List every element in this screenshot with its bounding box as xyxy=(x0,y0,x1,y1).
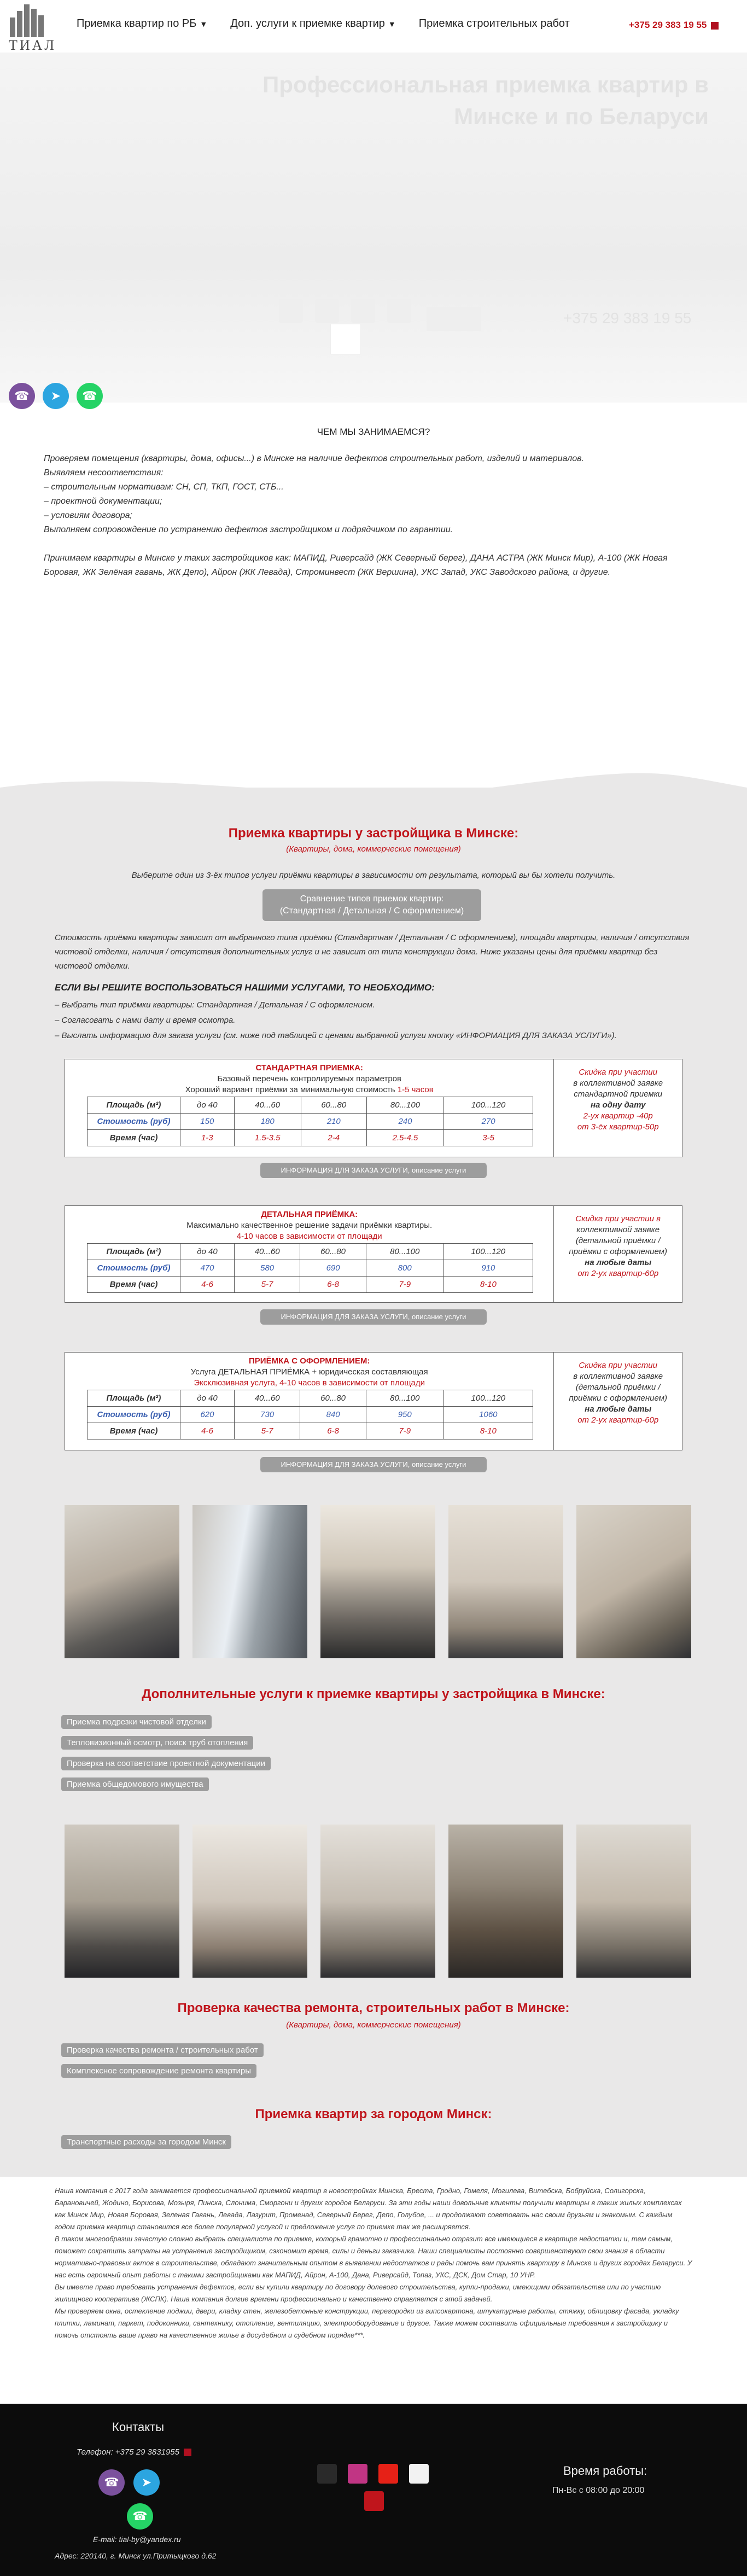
what-we-do-line: Проверяем помещения (квартиры, дома, офисы...) в Минске на наличие дефектов строительных работ, изделий и материалов. xyxy=(44,454,584,463)
area-cell: до 40 xyxy=(180,1097,235,1114)
photo-gallery xyxy=(65,1505,691,1658)
cost-cell: 690 xyxy=(300,1260,366,1277)
discount-line: на любые даты xyxy=(585,1404,652,1414)
header xyxy=(0,0,747,53)
photo-inspection[interactable] xyxy=(320,1505,435,1658)
discount-line: Скидка при участии xyxy=(579,1068,657,1077)
steps-heading: ЕСЛИ ВЫ РЕШИТЕ ВОСПОЛЬЗОВАТЬСЯ НАШИМИ УСЛУГАМИ, ТО НЕОБХОДИМО: xyxy=(55,982,435,993)
time-cell: 6-8 xyxy=(300,1277,366,1293)
price-table-hours: Эксклюзивная услуга, 4-10 часов в зависимости от площади xyxy=(194,1378,425,1388)
acceptance-subtitle: (Квартиры, дома, коммерческие помещения) xyxy=(286,844,461,854)
logo-mark xyxy=(7,4,61,37)
photo-inspection[interactable] xyxy=(576,1505,691,1658)
photo-inspection[interactable] xyxy=(65,1505,179,1658)
row-label: Стоимость (руб) xyxy=(87,1260,180,1277)
cost-cell: 150 xyxy=(180,1114,235,1130)
additional-title: Дополнительные услуги к приемке квартиры у застройщика в Минске: xyxy=(142,1687,605,1701)
footer-phone[interactable] xyxy=(77,2447,191,2457)
nav-label: Приемка квартир по РБ xyxy=(77,18,197,30)
google-icon[interactable] xyxy=(387,299,411,323)
time-cell: 6-8 xyxy=(300,1423,366,1439)
price-table-hours: 4-10 часов в зависимости от площади xyxy=(236,1232,382,1241)
telegram-icon[interactable]: ➤ xyxy=(43,383,69,409)
area-cell: 100...120 xyxy=(444,1097,533,1114)
nav-label: Приемка строительных работ xyxy=(418,18,570,30)
photo-inspection[interactable] xyxy=(448,1505,563,1658)
logo-text: ТИАЛ xyxy=(9,37,57,53)
what-we-do-line: – строительным нормативам: СН, СП, ТКП, ГОСТ, СТБ... xyxy=(44,482,284,492)
chevron-down-icon: ▼ xyxy=(388,19,396,28)
step-item: – Выбрать тип приёмки квартиры: Стандартная / Детальная / С оформлением. xyxy=(55,1000,375,1010)
price-table-desc: Хороший вариант приёмки за минимальную стоимость xyxy=(185,1085,395,1094)
quality-item[interactable]: Комплексное сопровождение ремонта квартиры xyxy=(61,2064,256,2078)
cost-cell: 1060 xyxy=(443,1407,533,1423)
area-cell: 60...80 xyxy=(300,1244,366,1260)
row-label: Площадь (м²) xyxy=(87,1244,180,1260)
discount-line: коллективной заявке xyxy=(576,1225,660,1234)
time-cell: 5-7 xyxy=(234,1423,300,1439)
main-nav xyxy=(77,18,570,30)
floating-messengers xyxy=(9,383,103,409)
time-cell: 8-10 xyxy=(443,1423,533,1439)
flag-icon xyxy=(711,22,719,30)
discount-line: в коллективной заявке xyxy=(573,1079,663,1088)
header-phone-text: +375 29 383 19 55 xyxy=(629,20,707,30)
discount-line: на одну дату xyxy=(590,1100,646,1110)
row-label: Площадь (м²) xyxy=(87,1390,180,1407)
discount-line: Скидка при участии xyxy=(579,1361,657,1370)
price-table-detailed xyxy=(65,1205,682,1303)
area-cell: 40...60 xyxy=(234,1390,300,1407)
footer-socials xyxy=(317,2464,429,2484)
what-we-do xyxy=(0,427,747,580)
hero-button[interactable] xyxy=(427,307,481,331)
acceptance-title: Приемка квартиры у застройщика в Минске: xyxy=(228,826,519,841)
discount-line: от 3-ёх квартир-50р xyxy=(577,1122,659,1132)
what-we-do-line: – проектной документации; xyxy=(44,497,162,506)
quality-item[interactable]: Проверка качества ремонта / строительных работ xyxy=(61,2043,264,2057)
discount-line: (детальной приёмки / xyxy=(575,1236,661,1245)
outside-item[interactable]: Транспортные расходы за городом Минск xyxy=(61,2135,231,2149)
discount-line: в коллективной заявке xyxy=(573,1372,663,1381)
area-cell: до 40 xyxy=(180,1390,235,1407)
row-label: Площадь (м²) xyxy=(87,1097,180,1114)
time-cell: 2-4 xyxy=(301,1130,366,1146)
cost-cell: 730 xyxy=(234,1407,300,1423)
area-cell: 40...60 xyxy=(234,1097,301,1114)
viber-icon[interactable]: ☎ xyxy=(98,2469,125,2496)
discount-line: (детальной приёмки / xyxy=(575,1383,661,1392)
price-table-main xyxy=(65,1206,554,1302)
discount-line: 2-ух квартир -40р xyxy=(583,1111,653,1121)
price-grid xyxy=(87,1390,533,1439)
steps-list xyxy=(55,998,617,1044)
price-table-legal xyxy=(65,1352,682,1450)
chevron-down-icon: ▼ xyxy=(200,19,208,28)
about-text xyxy=(55,2185,692,2341)
what-we-do-heading: ЧЕМ МЫ ЗАНИМАЕМСЯ? xyxy=(317,427,430,437)
cost-cell: 910 xyxy=(443,1260,533,1277)
additional-item[interactable]: Приемка общедомового имущества xyxy=(61,1777,209,1791)
step-item: – Согласовать с нами дату и время осмотра. xyxy=(55,1016,236,1025)
info-order-button[interactable]: ИНФОРМАЦИЯ ДЛЯ ЗАКАЗА УСЛУГИ, описание услуги xyxy=(260,1309,487,1325)
whatsapp-icon[interactable]: ☎ xyxy=(77,383,103,409)
what-we-do-line: Выявляем несоответствия: xyxy=(44,468,164,477)
about-paragraph: Мы проверяем окна, остекление лоджии, двери, кладку стен, железобетонные конструкции, перегородки из гипсокартона, штукатурные работы, стяжку, облицовку фасада, укладку плитки, ламинат, паркет, подоконники, сантехнику, отопление, вентиляцию, электрооборудование и другое. Также можем составить официальные требования к застройщику и помочь отстоять ваше право на качественное жилье в досудебном и судебном порядке***. xyxy=(55,2307,679,2339)
info-order-button[interactable]: ИНФОРМАЦИЯ ДЛЯ ЗАКАЗА УСЛУГИ, описание услуги xyxy=(260,1457,487,1472)
footer-address: Адрес: 220140, г. Минск ул.Притыцкого д.62 xyxy=(55,2551,217,2560)
discount-line: от 2-ух квартир-60р xyxy=(577,1415,659,1425)
footer-hours-title: Время работы: xyxy=(563,2464,647,2478)
area-cell: 60...80 xyxy=(301,1097,366,1114)
price-grid xyxy=(87,1243,533,1293)
cost-cell: 240 xyxy=(366,1114,443,1130)
price-table-desc: Базовый перечень контролируемых параметров xyxy=(217,1074,401,1083)
compare-types-sublabel: (Стандартная / Детальная / С оформлением) xyxy=(279,906,464,916)
row-label: Время (час) xyxy=(87,1277,180,1293)
nav-item-extra-services[interactable] xyxy=(230,18,396,30)
nav-label: Доп. услуги к приемке квартир xyxy=(230,18,385,30)
footer-hours: Пн-Вс с 08:00 до 20:00 xyxy=(552,2486,645,2495)
footer xyxy=(0,2404,747,2576)
youtube-icon[interactable] xyxy=(351,299,375,323)
compare-types-button[interactable] xyxy=(262,889,481,921)
time-cell: 7-9 xyxy=(366,1423,443,1439)
cost-cell: 210 xyxy=(301,1114,366,1130)
time-cell: 3-5 xyxy=(444,1130,533,1146)
acceptance-choose: Выберите один из 3-ёх типов услуги приёмки квартиры в зависимости от результата, который вы бы хотели получить. xyxy=(131,871,616,880)
time-cell: 4-6 xyxy=(180,1423,235,1439)
row-label: Стоимость (руб) xyxy=(87,1114,180,1130)
quality-subtitle: (Квартиры, дома, коммерческие помещения) xyxy=(286,2020,461,2030)
photo-inspection[interactable] xyxy=(192,1825,307,1978)
outside-title: Приемка квартир за городом Минск: xyxy=(255,2107,492,2122)
row-label: Стоимость (руб) xyxy=(87,1407,180,1423)
price-table-hours: 1-5 часов xyxy=(397,1085,434,1094)
cost-cell: 270 xyxy=(444,1114,533,1130)
area-cell: 40...60 xyxy=(234,1244,300,1260)
footer-phone-text: Телефон: +375 29 3831955 xyxy=(77,2447,179,2457)
area-cell: 100...120 xyxy=(443,1244,533,1260)
area-cell: 80...100 xyxy=(366,1097,443,1114)
tiktok-icon[interactable] xyxy=(279,299,303,323)
photo-inspection[interactable] xyxy=(192,1505,307,1658)
compare-types-label: Сравнение типов приемок квартир: xyxy=(300,894,444,904)
cost-cell: 800 xyxy=(366,1260,443,1277)
time-cell: 5-7 xyxy=(234,1277,300,1293)
hero-title: Профессиональная приемка квартир в Минске и по Беларуси xyxy=(262,72,709,129)
footer-contacts-title: Контакты xyxy=(112,2420,165,2434)
about-paragraph: В таком многообразии зачастую сложно выбрать специалиста по приемке, который грамотно и профессионально отразит все имеющиеся в квартире недостатки и, тем самым, поможет сократить затраты на устранение застройщиком, сэкономит время, силы и деньги заказчика. Наши специалисты постоянно совершенствуют свои знания в области нормативно-правовых актов в строительстве, обладают значительным опытом в выявлении недостатков и рады помочь вам принять квартиру в Минске и других городах Беларуси. У нас есть огромный опыт работы с такими застройщиками как МАПИД, Айрон, А-100, Дана, Риверсайд, Топаз, УКС, ДСК, Дом Стар, 10 УНР. xyxy=(55,2235,692,2279)
footer-email[interactable]: E-mail: tial-by@yandex.ru xyxy=(93,2535,181,2544)
price-table-name: ДЕТАЛЬНАЯ ПРИЁМКА: xyxy=(261,1210,358,1219)
header-phone[interactable] xyxy=(629,20,719,31)
hero-phone[interactable]: +375 29 383 19 55 xyxy=(563,310,692,327)
footer-messengers xyxy=(98,2469,186,2535)
discount-line: Скидка при участии в xyxy=(575,1214,661,1223)
discount-note xyxy=(554,1059,682,1157)
photo-inspection[interactable] xyxy=(65,1825,179,1978)
hero-socials xyxy=(279,299,411,323)
price-table-desc: Услуга ДЕТАЛЬНАЯ ПРИЁМКА + юридическая составляющая xyxy=(190,1367,428,1377)
area-cell: 60...80 xyxy=(300,1390,366,1407)
discount-line: стандартной приемки xyxy=(574,1089,663,1099)
nav-item-acceptance[interactable] xyxy=(77,18,207,30)
time-cell: 7-9 xyxy=(366,1277,443,1293)
discount-line: на любые даты xyxy=(585,1258,652,1267)
additional-item[interactable]: Проверка на соответствие проектной документации xyxy=(61,1757,271,1770)
row-label: Время (час) xyxy=(87,1423,180,1439)
what-we-do-partners: Принимаем квартиры в Минске у таких застройщиков как: МАПИД, Риверсайд (ЖК Северный берег), ДАНА АСТРА (ЖК Минск Мир), А-100 (ЖК Новая Боровая, ЖК Зелёная гавань, ЖК Депо), Айрон (ЖК Левада), Строминвест (ЖК Вершина), УКС Запад, УКС Заводского района, и другие. xyxy=(44,553,668,577)
discount-line: от 2-ух квартир-60р xyxy=(577,1269,659,1278)
price-table-name: ПРИЁМКА С ОФОРМЛЕНИЕМ: xyxy=(249,1356,370,1366)
whatsapp-icon[interactable]: ☎ xyxy=(127,2503,153,2530)
price-table-head xyxy=(65,1206,553,1243)
acceptance-cost-text: Стоимость приёмки квартиры зависит от выбранного типа приёмки (Стандартная / Детальная / С оформлением), площади квартиры, наличия / отсутствия чистовой отделки, наличия / отсутствия дополнительных услуг и не зависит от типа конструкции дома. Ниже указаны цены для приёмки квартир без чистовой отделки. xyxy=(55,933,690,971)
discount-note xyxy=(554,1206,682,1302)
map-pin-icon[interactable] xyxy=(364,2491,384,2511)
cost-cell: 580 xyxy=(234,1260,300,1277)
price-grid xyxy=(87,1097,533,1146)
cost-cell: 470 xyxy=(180,1260,235,1277)
youtube-icon[interactable] xyxy=(378,2464,398,2484)
google-icon[interactable] xyxy=(409,2464,429,2484)
instagram-icon[interactable] xyxy=(348,2464,367,2484)
wave-divider xyxy=(0,766,747,809)
price-table-main xyxy=(65,1059,554,1157)
photo-inspection[interactable] xyxy=(320,1825,435,1978)
cost-cell: 950 xyxy=(366,1407,443,1423)
price-table-name: СТАНДАРТНАЯ ПРИЕМКА: xyxy=(255,1063,363,1073)
price-table-head xyxy=(65,1353,553,1390)
cost-cell: 620 xyxy=(180,1407,235,1423)
price-table-standard xyxy=(65,1059,682,1157)
logo[interactable] xyxy=(7,4,61,53)
what-we-do-line: – условиям договора; xyxy=(44,511,132,520)
discount-note xyxy=(554,1353,682,1450)
area-cell: 100...120 xyxy=(443,1390,533,1407)
flag-icon xyxy=(184,2449,191,2456)
viber-icon[interactable]: ☎ xyxy=(9,383,35,409)
row-label: Время (час) xyxy=(87,1130,180,1146)
quality-title: Проверка качества ремонта, строительных работ в Минске: xyxy=(177,2001,570,2015)
price-table-head xyxy=(65,1059,553,1097)
nav-item-construction[interactable] xyxy=(419,18,570,30)
area-cell: до 40 xyxy=(180,1244,235,1260)
photo-inspection[interactable] xyxy=(448,1825,563,1978)
cost-cell: 840 xyxy=(300,1407,366,1423)
tiktok-icon[interactable] xyxy=(317,2464,337,2484)
price-table-desc: Максимально качественное решение задачи приёмки квартиры. xyxy=(186,1221,433,1230)
area-cell: 80...100 xyxy=(366,1244,443,1260)
about-paragraph: Вы имеете право требовать устранения дефектов, если вы купили квартиру по договору долевого строительства, купли-продажи, имеющими обязательства или по участию жилищного кооператива (ЖСПК). Наша компания долгие времени профессионально и качественно справляется с этой задачей. xyxy=(55,2283,661,2303)
time-cell: 4-6 xyxy=(180,1277,235,1293)
step-item: – Выслать информацию для заказа услуги (см. ниже под таблицей с ценами выбранной услуги кнопку «ИНФОРМАЦИЯ ДЛЯ ЗАКАЗА УСЛУГИ»). xyxy=(55,1031,617,1040)
cost-cell: 180 xyxy=(234,1114,301,1130)
additional-item[interactable]: Приемка подрезки чистовой отделки xyxy=(61,1715,212,1729)
hero xyxy=(0,53,747,403)
hero-icon[interactable] xyxy=(330,324,361,354)
price-table-main xyxy=(65,1353,554,1450)
time-cell: 8-10 xyxy=(443,1277,533,1293)
photo-inspection[interactable] xyxy=(576,1825,691,1978)
what-we-do-line: Выполняем сопровождение по устранению дефектов застройщиком и подрядчиком по гарантии. xyxy=(44,525,453,534)
area-cell: 80...100 xyxy=(366,1390,443,1407)
photo-gallery-2 xyxy=(65,1825,691,1978)
time-cell: 1-3 xyxy=(180,1130,235,1146)
additional-item[interactable]: Тепловизионный осмотр, поиск труб отопления xyxy=(61,1736,253,1750)
about-paragraph: Наша компания с 2017 года занимается профессиональной приемкой квартир в новостройках Минска, Бреста, Гродно, Гомеля, Могилева, Витебска, Бобруйска, Солигорска, Барановичей, Жодино, Борисова, Мозыря, Пинска, Слонима, Сморгони и других городов Беларуси. За эти годы наши довольные клиенты получили квартиры в таких жилых комплексах как Минск Мир, Новая Боровая, Зеленая Гавань, Левада, Лазурит, Променад, Северный Берег, Депо, Голубое, ... и продолжают советовать нас своим друзьям и знакомым. С каждым годом приемка квартир становится все более популярной услугой и предложение услуг по приемке так же расширяется. xyxy=(55,2187,682,2231)
instagram-icon[interactable] xyxy=(315,299,339,323)
time-cell: 2.5-4.5 xyxy=(366,1130,443,1146)
telegram-icon[interactable]: ➤ xyxy=(133,2469,160,2496)
time-cell: 1.5-3.5 xyxy=(234,1130,301,1146)
discount-line: приёмки с оформлением) xyxy=(569,1394,667,1403)
services-section xyxy=(0,788,747,2177)
info-order-button[interactable]: ИНФОРМАЦИЯ ДЛЯ ЗАКАЗА УСЛУГИ, описание услуги xyxy=(260,1163,487,1178)
discount-line: приёмки с оформлением) xyxy=(569,1247,667,1256)
